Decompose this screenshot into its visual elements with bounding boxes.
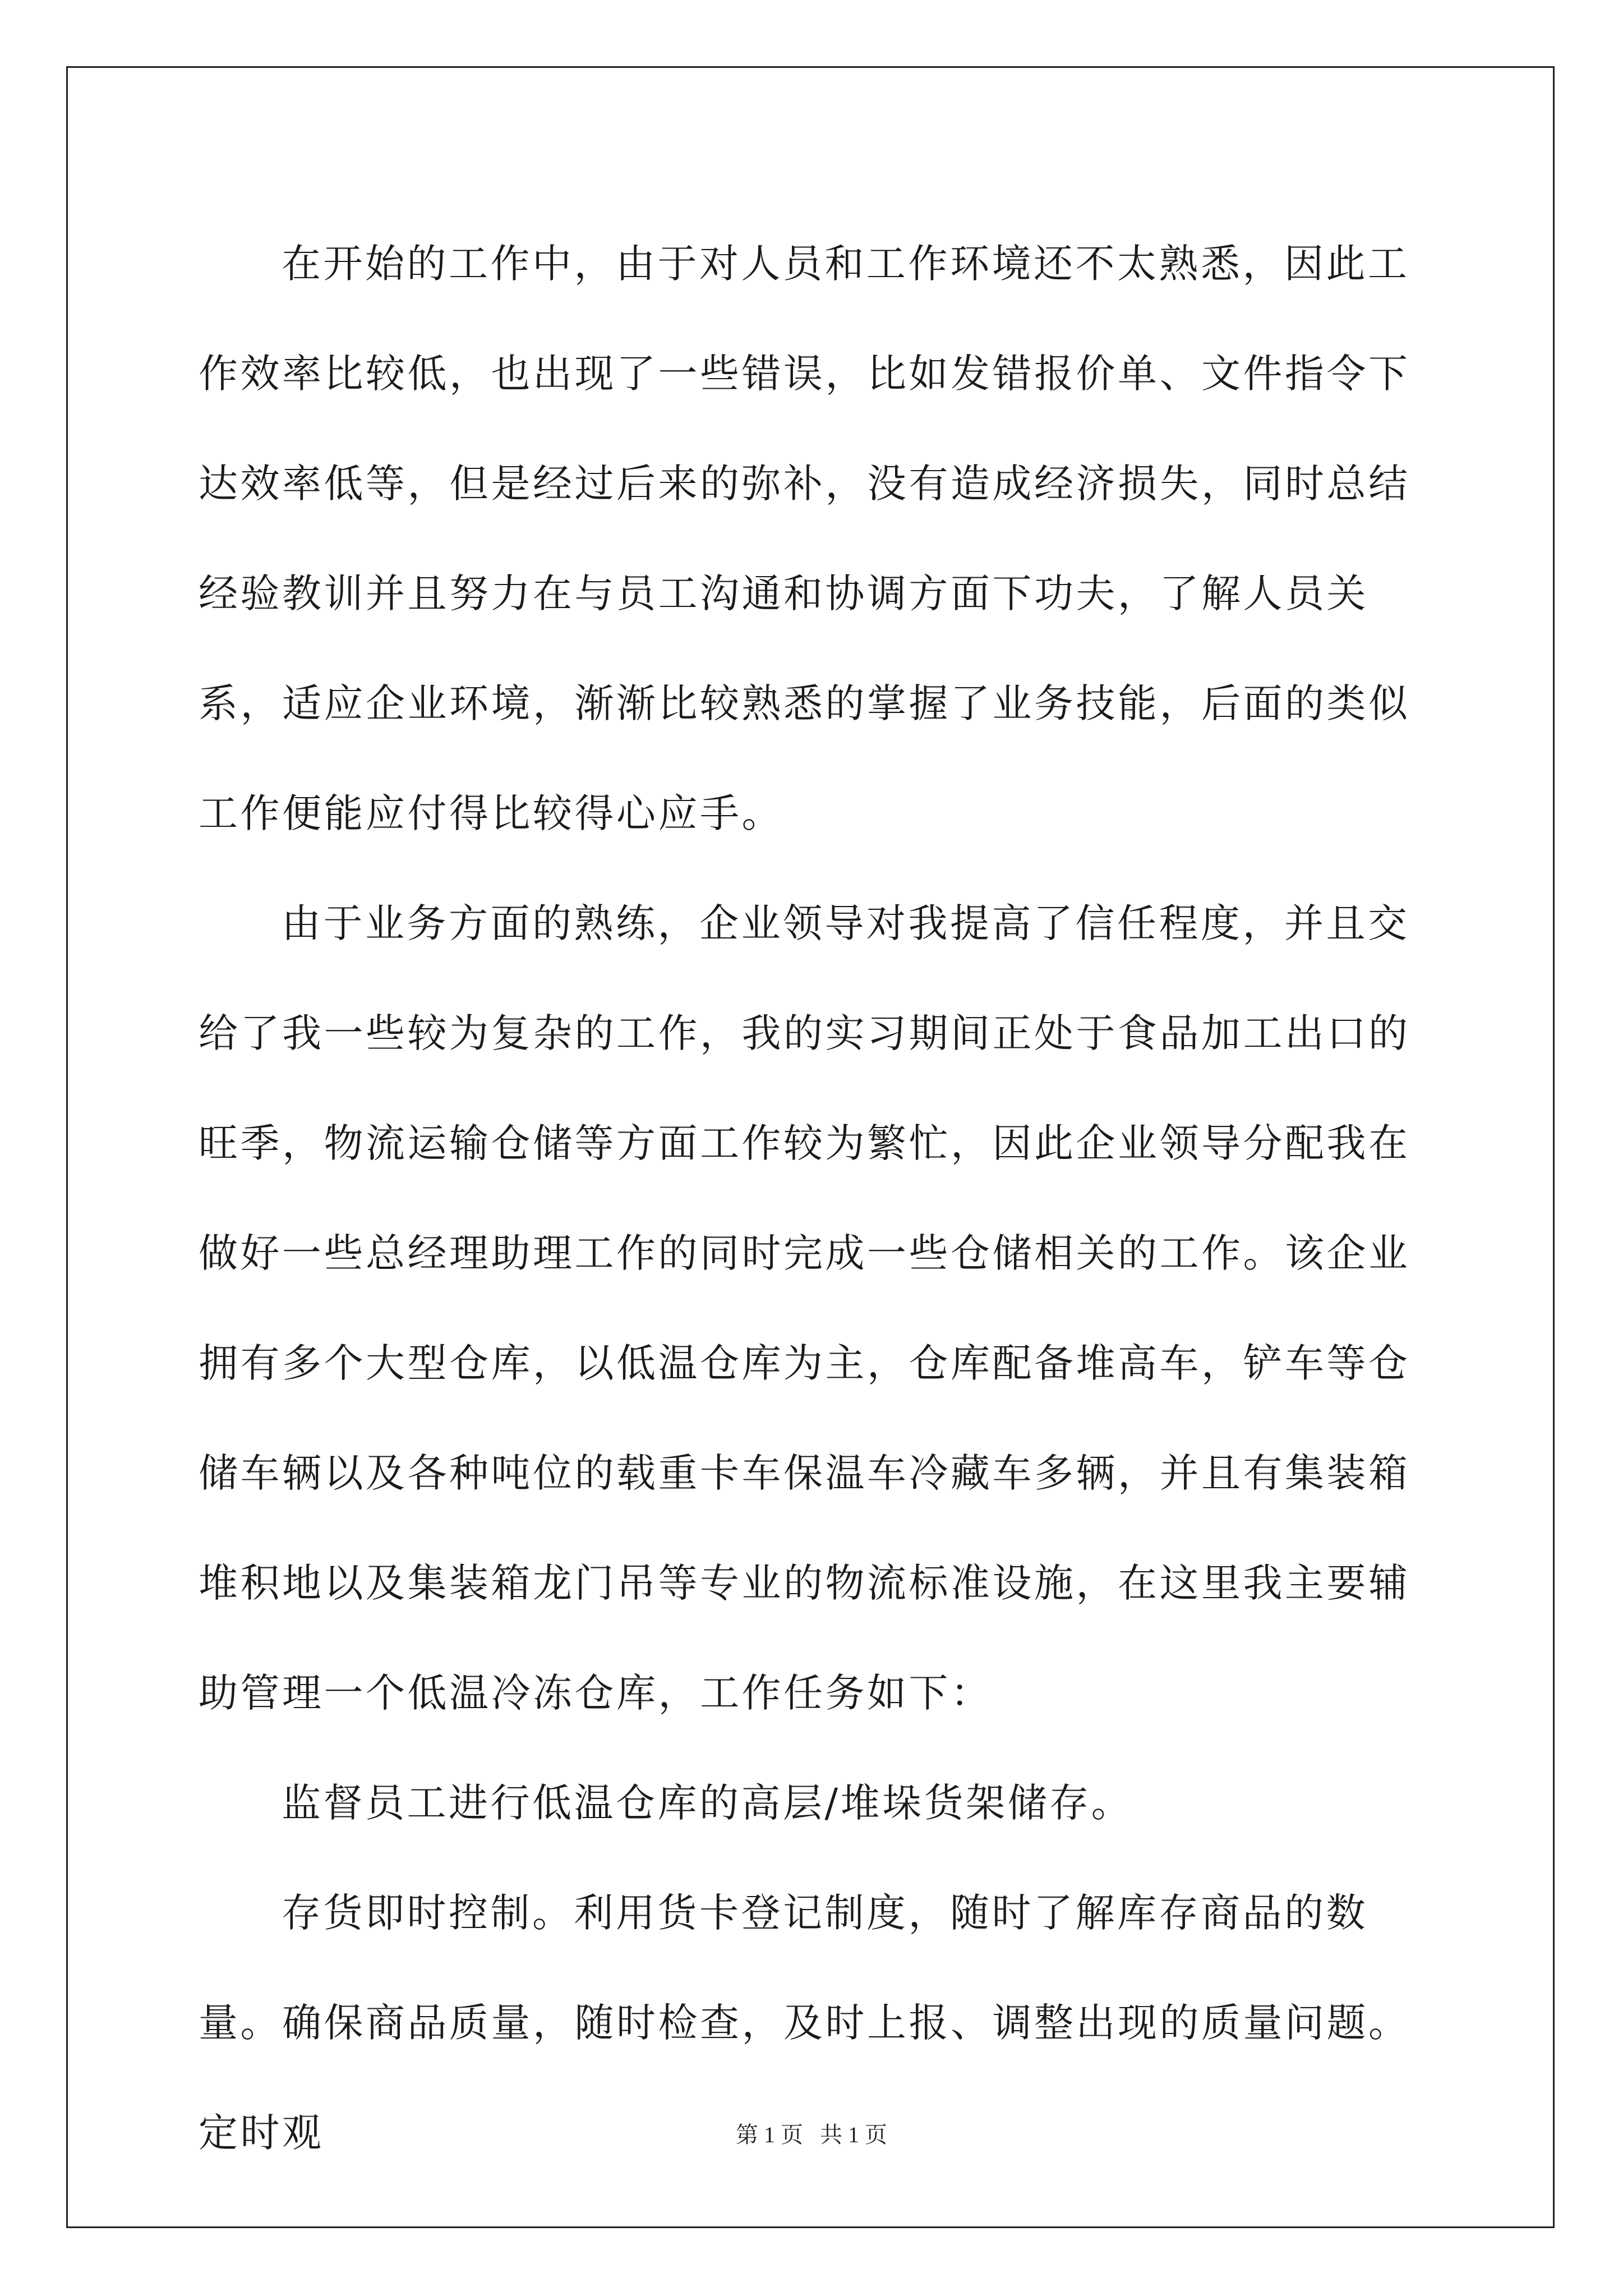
paragraph-1: 在开始的工作中，由于对人员和工作环境还不太熟悉，因此工作效率比较低，也出现了一些错误，比如发错报价单、文件指令下达效率低等，但是经过后来的弥补，没有造成经济损失，同时总结经验教训并且努力在与员工沟通和协调方面下功夫，了解人员关系，适应企业环境，渐渐比较熟悉的掌握了业务技能，后面的类似工作便能应付得比较得心应手。 (199, 241, 1410, 836)
page-footer (0, 2119, 1623, 2151)
paragraph-4: 存货即时控制。利用货卡登记制度，随时了解库存商品的数量。确保商品质量，随时检查，及时上报、调整出现的质量问题。定时观 (199, 1890, 1410, 2156)
page-number: 第 1 页 (736, 2122, 803, 2147)
paragraph-2: 由于业务方面的熟练，企业领导对我提高了信任程度，并且交给了我一些较为复杂的工作，我的实习期间正处于食品加工出口的旺季，物流运输仓储等方面工作较为繁忙，因此企业领导分配我在做好一些总经理助理工作的同时完成一些仓储相关的工作。该企业拥有多个大型仓库，以低温仓库为主，仓库配备堆高车，铲车等仓储车辆以及各种吨位的载重卡车保温车冷藏车多辆，并且有集装箱堆积地以及集装箱龙门吊等专业的物流标准设施，在这里我主要辅助管理一个低温冷冻仓库，工作任务如下： (199, 900, 1410, 1716)
paragraph-3: 监督员工进行低温仓库的高层/堆垛货架储存。 (282, 1780, 1133, 1826)
footer-separator (803, 2122, 820, 2147)
document-body (199, 209, 1428, 2188)
page-total: 共 1 页 (820, 2122, 887, 2147)
